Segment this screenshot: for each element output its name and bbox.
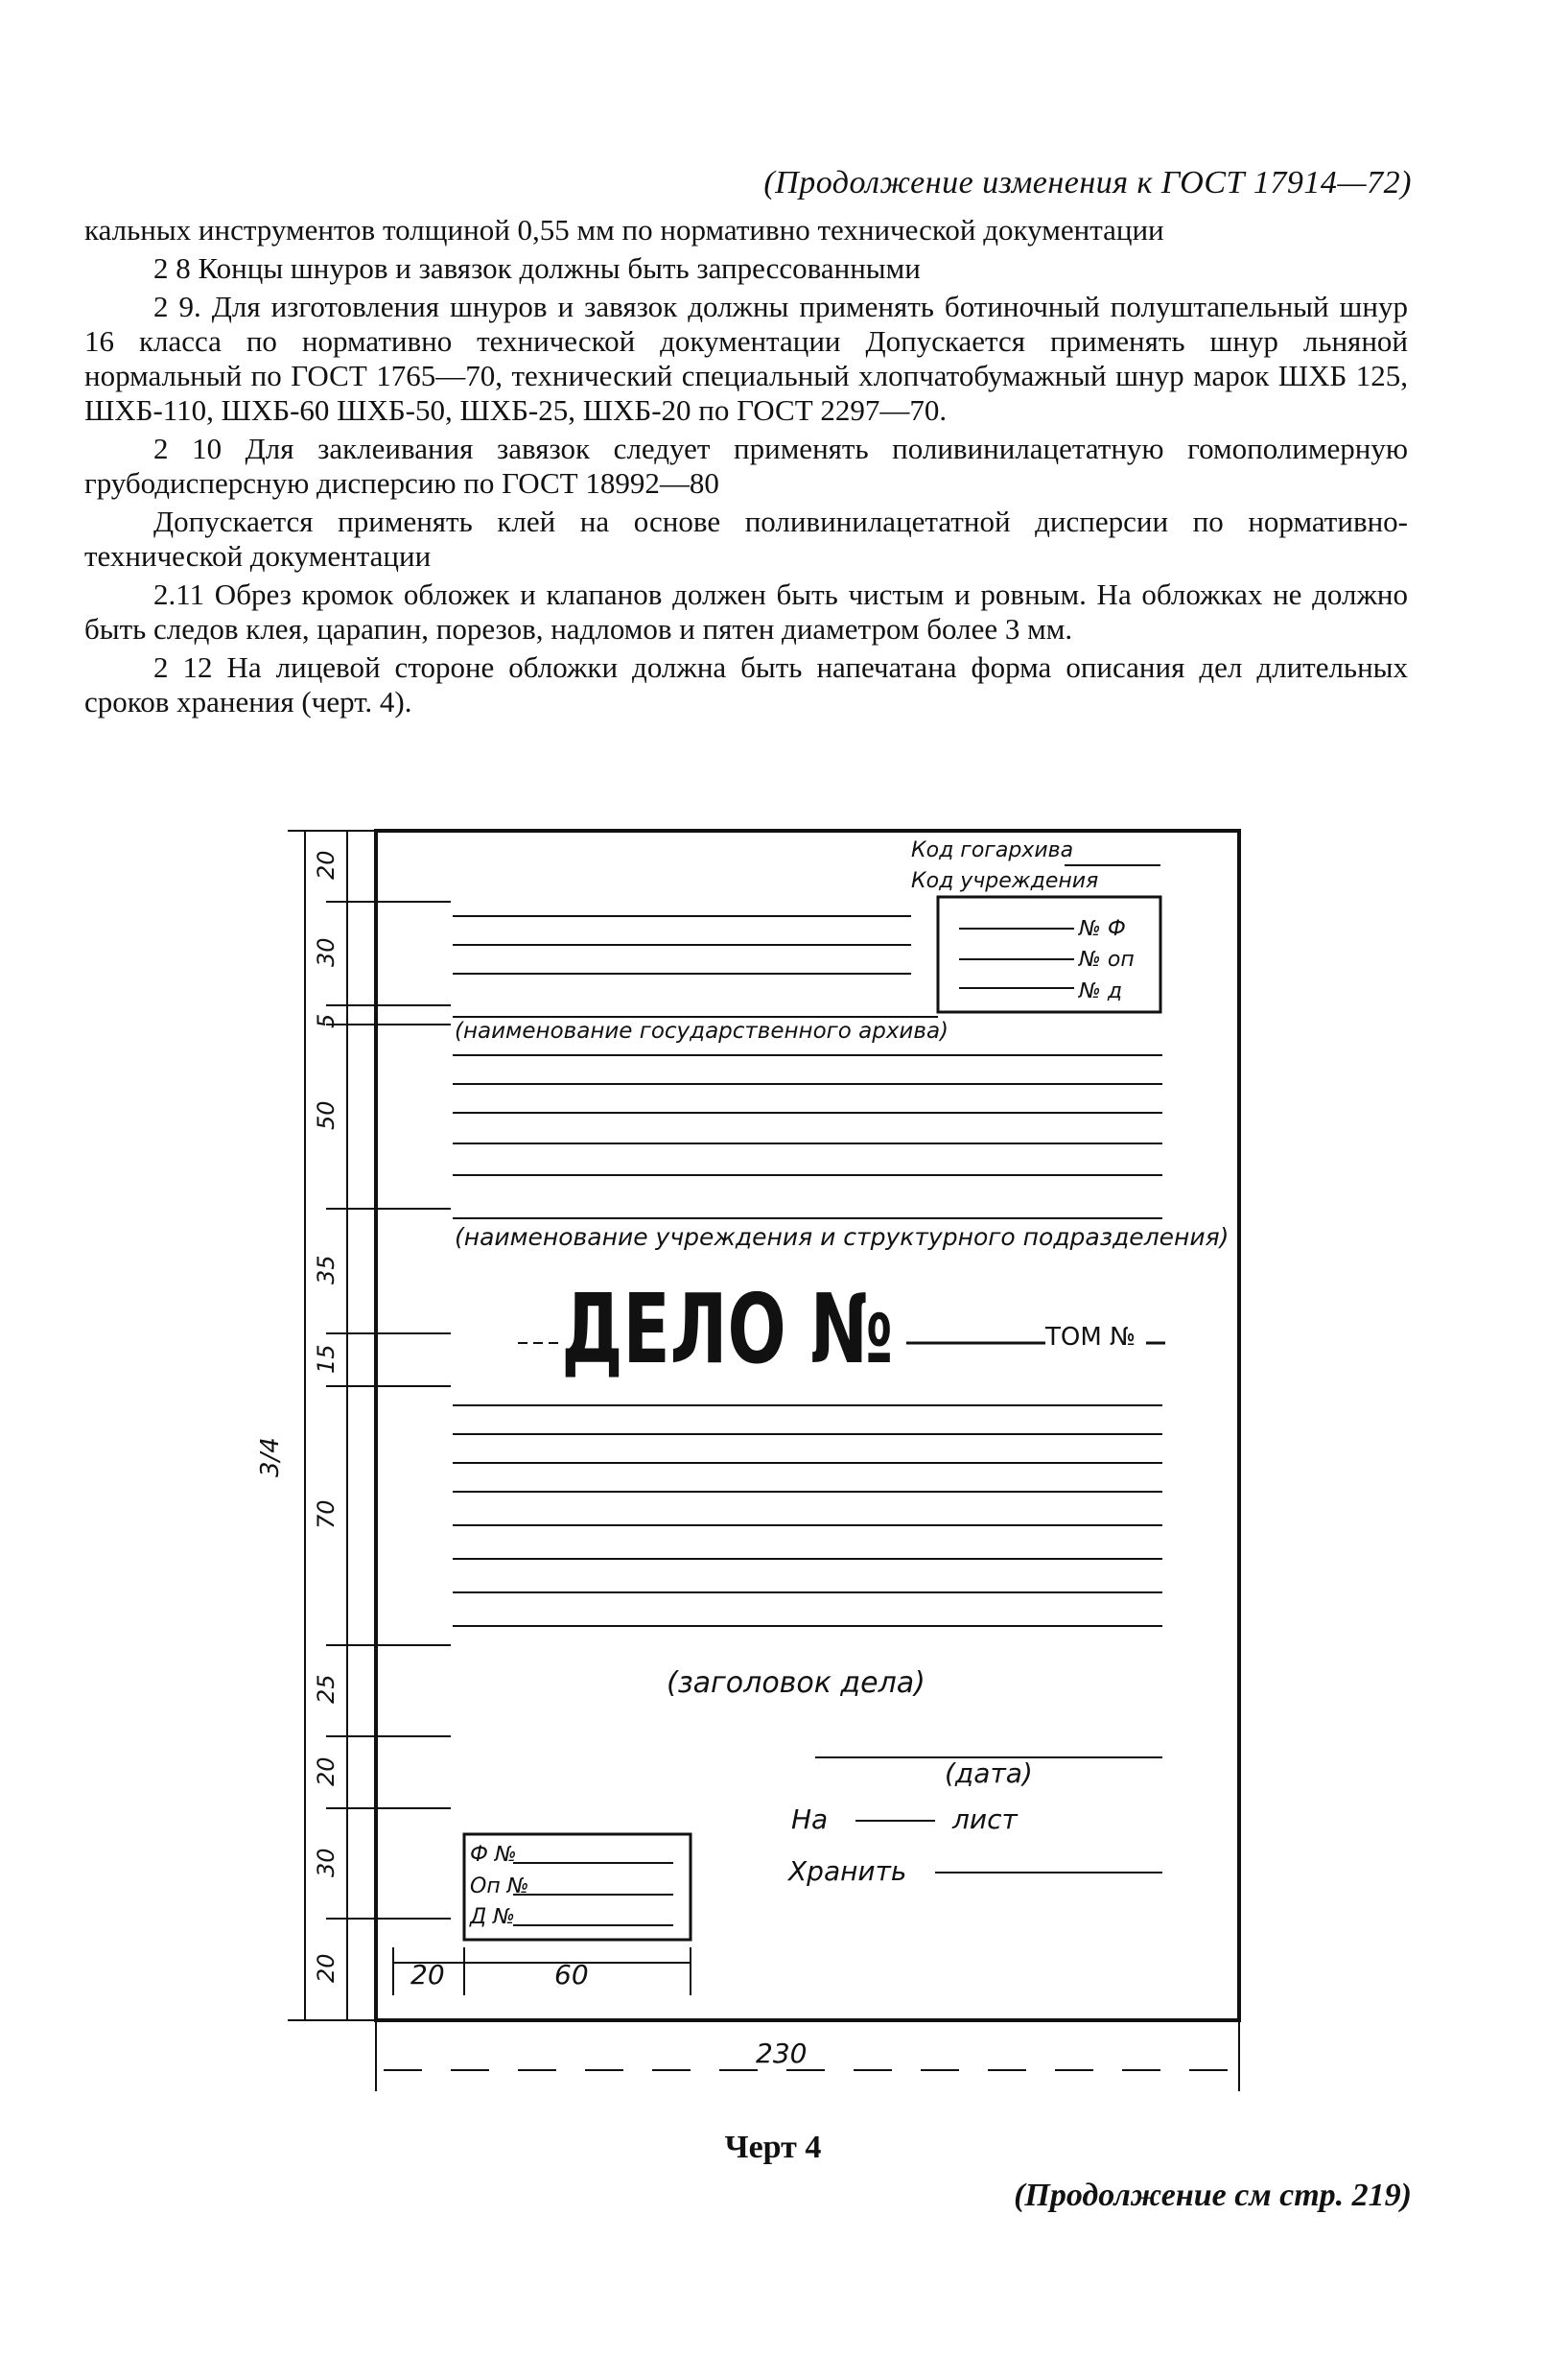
stamp-case: Д № [470, 1905, 516, 1929]
figure-caption: Черт 4 [724, 2130, 822, 2165]
dim-20: 20 [410, 1959, 445, 1991]
dim-label: 15 [313, 1344, 340, 1374]
body-text [84, 213, 1408, 723]
fund-no-label: № Ф [1079, 917, 1126, 941]
cover-frame [376, 831, 1239, 2020]
dim-label: 70 [313, 1499, 340, 1529]
paragraph: 2 8 Концы шнуров и завязок должны быть запрессованными [153, 251, 921, 285]
dim-label: 20 [313, 1756, 340, 1786]
dim-total-height: 3/4 [256, 1437, 285, 1477]
dim-label: 30 [313, 1848, 340, 1877]
heading-caption: (заголовок дела) [667, 1666, 925, 1700]
dim-label: 25 [313, 1674, 340, 1704]
sheets-suffix: лист [952, 1803, 1018, 1835]
dim-label: 50 [313, 1100, 340, 1130]
archive-name-caption: (наименование государственного архива) [455, 1019, 949, 1044]
dim-label: 30 [313, 937, 340, 967]
date-caption: (дата) [945, 1757, 1033, 1789]
page-footer: (Продолжение см стр. 219) [1014, 2178, 1412, 2213]
paragraph: 2 10 Для заклеивания завязок следует применять поливинилацетатную гомополимерную грубодисперсную дисперсию по ГОСТ 18992—80 [84, 432, 1408, 500]
paragraph: 2 12 На лицевой стороне обложки должна быть напечатана форма описания дел длительных сроков хранения (черт. 4). [84, 650, 1408, 719]
keep-label: Хранить [788, 1855, 907, 1887]
dim-label: 20 [313, 1953, 340, 1983]
dim-label: 35 [313, 1255, 340, 1284]
paragraph: 2.11 Обрез кромок обложек и клапанов должен быть чистым и ровным. На обложках не должно быть следов клея, царапин, порезов, надломов и пятен диаметром более 3 мм. [84, 577, 1408, 646]
delo-label: ДЕЛО № [561, 1273, 894, 1386]
code-institution-label: Код учреждения [911, 869, 1099, 893]
dim-label: 20 [313, 850, 340, 880]
paragraph: кальных инструментов толщиной 0,55 мм по нормативно технической документации [84, 213, 1164, 247]
tom-label: ТОМ № [1045, 1323, 1136, 1352]
inventory-no-label: № оп [1079, 948, 1135, 972]
dim-60: 60 [554, 1959, 589, 1991]
dim-total-width: 230 [756, 2038, 808, 2069]
stamp-inventory: Оп № [470, 1874, 529, 1898]
sheets-prefix: На [791, 1803, 829, 1835]
paragraph: Допускается применять клей на основе поливинилацетатной дисперсии по нормативно-технической документации [84, 505, 1408, 573]
paragraph: 2 9. Для изготовления шнуров и завязок должны применять ботиночный полуштапельный шнур 16 класса по нормативно технической документации Допускается применять шнур льняной нормальный по ГОСТ 1765—70, технический специальный хлопчатобумажный шнур марок ШХБ 125, ШХБ-110, ШХБ-60 ШХБ-50, ШХБ-25, ШХБ-20 по ГОСТ 2297—70. [84, 290, 1408, 427]
stamp-fund: Ф № [470, 1843, 517, 1867]
code-archive-label: Код гогархива [911, 838, 1074, 862]
case-no-label: № д [1079, 979, 1123, 1003]
dim-label: 5 [313, 1013, 340, 1028]
vertical-dimensions [313, 850, 340, 1983]
institution-name-caption: (наименование учреждения и структурного подразделения) [455, 1223, 1230, 1251]
page-header: (Продолжение изменения к ГОСТ 17914—72) [763, 165, 1412, 200]
